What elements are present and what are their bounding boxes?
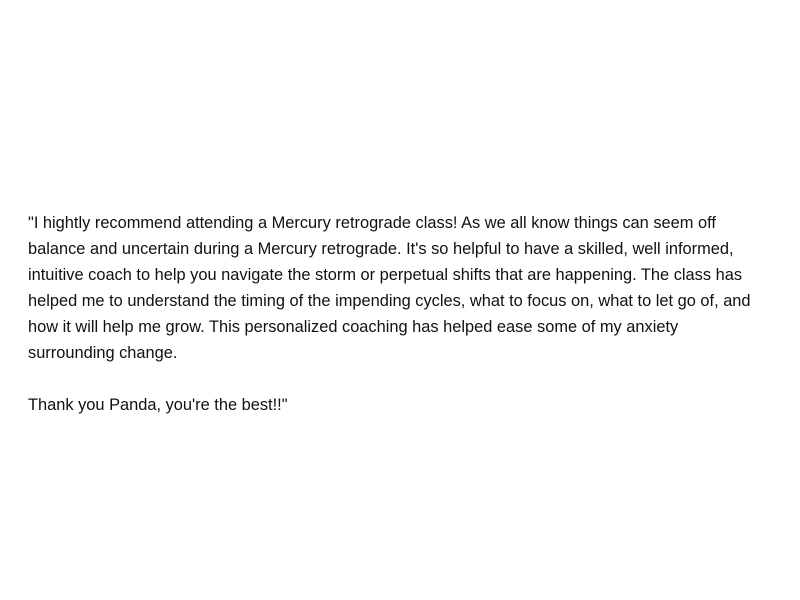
testimonial-closing: Thank you Panda, you're the best!!": [28, 396, 288, 414]
testimonial-text-block: [28, 210, 793, 418]
testimonial-line: balance and uncertain during a Mercury retrograde. It's so helpful to have a skilled, well informed,: [28, 240, 734, 258]
testimonial-line: helped me to understand the timing of the impending cycles, what to focus on, what to let go of, and: [28, 292, 751, 310]
testimonial-body: [28, 210, 793, 366]
testimonial-line: surrounding change.: [28, 344, 178, 362]
testimonial-line: "I hightly recommend attending a Mercury retrograde class! As we all know things can seem off: [28, 214, 716, 232]
testimonial-line: intuitive coach to help you navigate the storm or perpetual shifts that are happening. The class has: [28, 266, 743, 284]
testimonial-line: how it will help me grow. This personalized coaching has helped ease some of my anxiety: [28, 318, 679, 336]
